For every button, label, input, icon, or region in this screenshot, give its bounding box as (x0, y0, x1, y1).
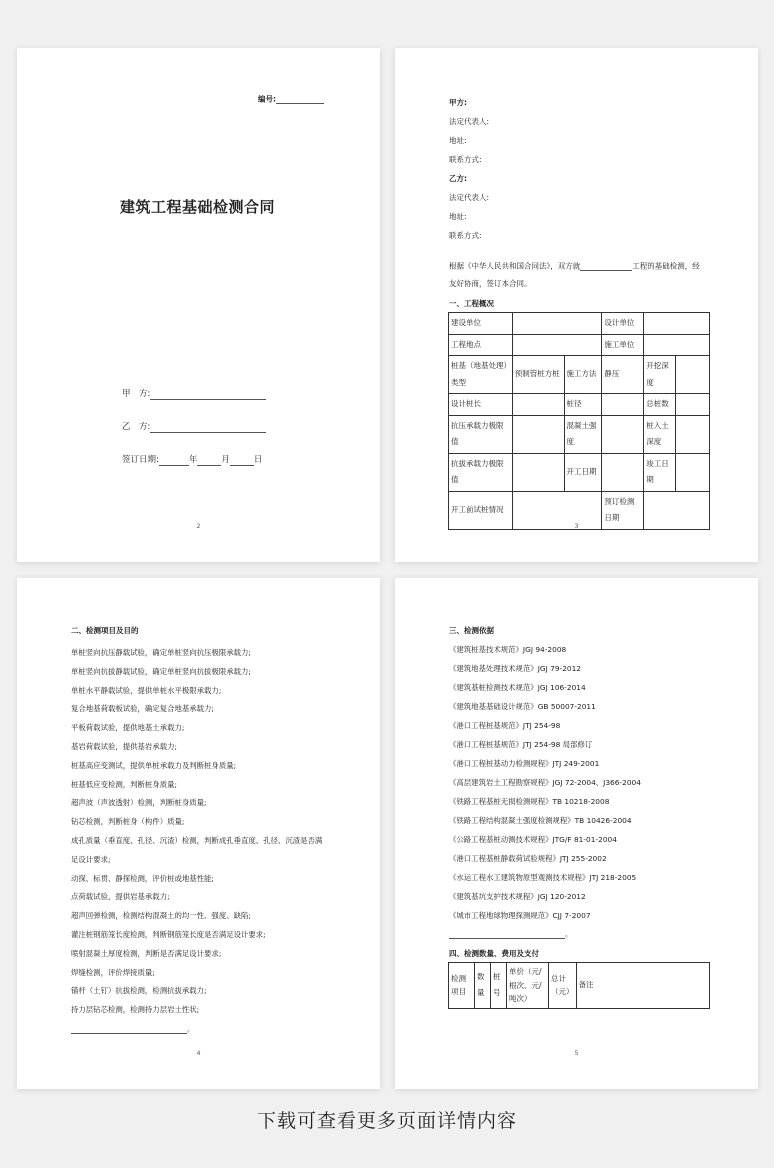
end-line (449, 929, 572, 939)
table-row (449, 334, 710, 356)
list-item: 桩基低应变检测，判断桩身质量; (71, 779, 177, 789)
month-blank (197, 456, 221, 466)
party-b-line (122, 422, 266, 433)
table-cell (676, 453, 710, 491)
serial-blank (276, 94, 324, 104)
end-mark: 。 (565, 930, 572, 939)
list-item: 超声波（声波透射）检测，判断桩身质量; (71, 798, 207, 808)
party-a-line (122, 389, 266, 400)
list-item: 桩基高应变测试，提供单桩承载力及判断桩身质量; (71, 760, 237, 770)
table-cell: 桩基（地基处理）类型 (449, 356, 513, 394)
party-b-representative: 法定代表人: (449, 193, 490, 202)
list-item: 《港口工程桩基规范》JTJ 254-98 局部修订 (449, 740, 593, 749)
table-cell (602, 394, 644, 416)
list-item: 《城市工程地球物理探测规范》CJJ 7-2007 (449, 911, 591, 920)
end-blank (71, 1024, 187, 1034)
table-row (449, 356, 710, 394)
table-cell (512, 394, 564, 416)
table-cell (512, 453, 564, 491)
list-item: 动探、标贯、静探检测，评价桩或地基性能; (71, 873, 214, 883)
table-cell: 开工前试桩情况 (449, 491, 513, 529)
list-item: 焊缝检测，评价焊接质量; (71, 967, 155, 977)
section-2-heading: 二、检测项目及目的 (71, 626, 139, 635)
list-item: 成孔质量（垂直度、孔径、沉渣）检测，判断成孔垂直度、孔径、沉渣是否满 (71, 836, 323, 845)
list-item: 《水运工程水工建筑物原型观测技术规程》JTJ 218-2005 (449, 873, 637, 882)
project-name-blank (580, 261, 632, 271)
table-cell (676, 415, 710, 453)
year-label: 年 (188, 455, 198, 465)
table-cell: 开挖深度 (644, 356, 676, 394)
contract-page-test-items (17, 578, 380, 1089)
sign-date-line (122, 455, 262, 466)
table-cell: 预制管桩方桩 (512, 356, 564, 394)
serial-label: 编号: (258, 94, 276, 104)
document-title: 建筑工程基础检测合同 (120, 198, 276, 216)
day-label: 日 (253, 455, 263, 465)
table-cell: 施工单位 (602, 334, 644, 356)
list-item: 喷射混凝土厚度检测，判断是否满足设计要求; (71, 948, 222, 958)
party-a-heading: 甲方: (449, 98, 467, 107)
list-item: 灌注桩钢筋笼长度检测，判断钢筋笼长度是否满足设计要求; (71, 930, 266, 939)
table-cell: 施工方法 (564, 356, 602, 394)
list-item: 单桩竖向抗拔静载试验，确定单桩竖向抗拔极限承载力; (71, 666, 251, 676)
list-item: 钻芯检测，判断桩身（构件）质量; (71, 817, 185, 827)
party-a-representative: 法定代表人: (449, 117, 490, 126)
list-item: 《港口工程桩基动力检测规程》JTJ 249-2001 (449, 759, 600, 768)
page-number: 5 (574, 1049, 579, 1057)
party-a-contact: 联系方式: (449, 155, 482, 164)
page-number: 3 (574, 522, 579, 530)
party-b-label: 乙 方: (122, 422, 151, 432)
list-item: 《铁路工程结构混凝土强度检测规程》TB 10426-2004 (449, 816, 632, 825)
year-blank (159, 456, 189, 466)
table-cell (512, 334, 602, 356)
list-item: 锚杆（土钉）抗拔检测，检测抗拔承载力; (71, 986, 207, 996)
table-row (449, 313, 710, 335)
table-cell (512, 415, 564, 453)
table-row (449, 415, 710, 453)
table-header-cell: 桩号 (491, 963, 507, 1009)
table-cell: 设计桩长 (449, 394, 513, 416)
page-number: 2 (196, 522, 201, 530)
table-cell: 预订检测日期 (602, 491, 644, 529)
list-item: 《建筑基桩检测技术规范》JGJ 106-2014 (449, 683, 586, 692)
table-cell: 抗拔承载力极限值 (449, 453, 513, 491)
list-item: 超声回弹检测，检测结构混凝土的均一性、强度、缺陷; (71, 911, 251, 921)
intro-text-2: 工程的基础检测，经 (632, 261, 700, 271)
table-cell: 静压 (602, 356, 644, 394)
list-item: 《高层建筑岩土工程勘察规程》JGJ 72-2004、J366-2004 (449, 778, 641, 787)
sign-date-label: 签订日期: (122, 455, 159, 465)
list-item: 基岩荷载试验，提供基岩承载力; (71, 742, 177, 751)
table-header-cell: 数量 (475, 963, 491, 1009)
section-3-heading: 三、检测依据 (449, 626, 494, 635)
list-item: 持力层钻芯检测，检测持力层岩土性状; (71, 1005, 200, 1015)
table-row (449, 453, 710, 491)
page-number: 4 (196, 1049, 201, 1057)
table-cell (512, 313, 602, 335)
table-cell: 工程地点 (449, 334, 513, 356)
contract-page-basis (395, 578, 758, 1089)
table-cell: 混凝土强度 (564, 415, 602, 453)
table-cell: 开工日期 (564, 453, 602, 491)
party-b-address: 地址: (449, 212, 467, 221)
download-caption: 下载可查看更多页面详情内容 (256, 1110, 517, 1132)
table-cell (644, 313, 710, 335)
list-item: 平板荷载试验，提供地基土承载力; (71, 723, 185, 733)
list-item: 复合地基荷载板试验，确定复合地基承载力; (71, 704, 214, 714)
list-item: 《港口工程桩基规范》JTJ 254-98 (449, 721, 561, 730)
list-item: 足设计要求; (71, 854, 111, 864)
end-blank (449, 929, 565, 939)
list-item: 《港口工程基桩静载荷试验规程》JTJ 255-2002 (449, 854, 607, 863)
table-header-cell: 检测项目 (449, 963, 475, 1009)
table-cell: 桩入土深度 (644, 415, 676, 453)
end-mark: 。 (187, 1025, 194, 1034)
serial-number-field (258, 94, 324, 104)
fee-table (448, 962, 710, 1009)
table-cell (676, 356, 710, 394)
table-cell: 竣工日期 (644, 453, 676, 491)
party-b-blank (150, 423, 266, 433)
list-item: 《建筑地基基础设计规范》GB 50007-2011 (449, 702, 596, 711)
party-b-contact: 联系方式: (449, 231, 482, 240)
list-item: 《公路工程基桩动测技术规程》JTG/F 81-01-2004 (449, 835, 617, 844)
table-row (449, 394, 710, 416)
table-cell: 桩径 (564, 394, 602, 416)
end-line (71, 1024, 194, 1034)
list-item: 点荷载试验，提供岩基承载力; (71, 892, 170, 902)
table-cell: 总桩数 (644, 394, 676, 416)
month-label: 月 (221, 455, 230, 465)
list-item: 《建筑桩基技术规范》JGJ 94-2008 (449, 645, 567, 654)
contract-page-cover (17, 48, 380, 562)
table-cell: 设计单位 (602, 313, 644, 335)
table-cell (602, 415, 644, 453)
table-header-cell: 备注 (576, 963, 710, 1009)
party-a-address: 地址: (449, 136, 467, 145)
day-blank (230, 456, 254, 466)
table-cell (644, 334, 710, 356)
table-row (449, 963, 710, 1009)
table-header-cell: 总计（元） (549, 963, 577, 1009)
list-item: 《建筑基坑支护技术规程》JGJ 120-2012 (449, 892, 586, 901)
party-a-blank (150, 390, 266, 400)
party-a-label: 甲 方: (122, 389, 151, 399)
section-1-heading: 一、工程概况 (449, 299, 494, 308)
intro-text-1: 根据《中华人民共和国合同法》，双方就 (449, 261, 581, 271)
section-4-heading: 四、检测数量、费用及支付 (449, 949, 539, 958)
contract-page-parties (395, 48, 758, 562)
list-item: 单桩竖向抗压静载试验，确定单桩竖向抗压极限承载力; (71, 648, 251, 657)
list-item: 单桩水平静载试验，提供单桩水平极限承载力; (71, 685, 222, 695)
project-overview-table (448, 312, 710, 530)
table-cell: 建设单位 (449, 313, 513, 335)
party-b-heading: 乙方: (449, 174, 467, 183)
table-cell: 抗压承载力极限值 (449, 415, 513, 453)
list-item: 《铁路工程基桩无损检测规程》TB 10218-2008 (449, 797, 610, 806)
intro-line-2: 友好协商，签订本合同。 (449, 279, 532, 288)
list-item: 《建筑地基处理技术规范》JGJ 79-2012 (449, 664, 582, 673)
table-cell (676, 394, 710, 416)
table-cell (602, 453, 644, 491)
intro-line-1 (449, 261, 700, 271)
table-header-cell: 单价（元/根次、元/吨次） (507, 963, 549, 1009)
